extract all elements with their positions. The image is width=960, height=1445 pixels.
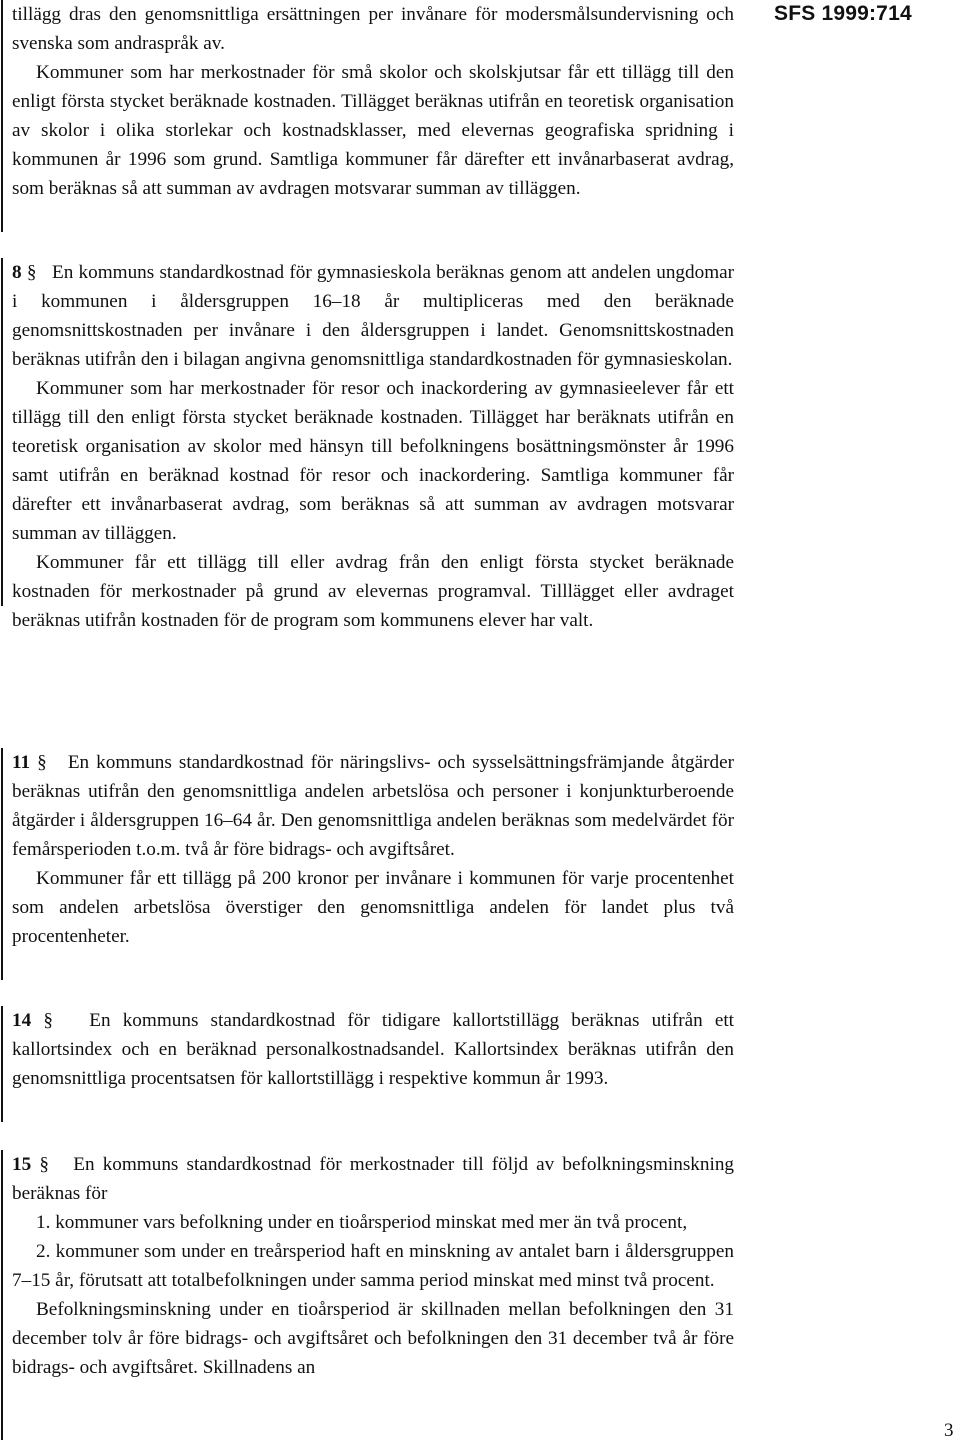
- paragraph: Kommuner som har merkostnader för små skolor och skolskjutsar får ett tillägg till den enligt första stycket beräknade kostnaden. Tillägget beräknas utifrån en teoretisk organisation av skolor i olika storlekar och kostnadsklasser, med elevernas geografiska spridning i kommunen år 1996 som grund. Samtliga kommuner får därefter ett invånarbaserat avdrag, som beräknas så att summan av avdragen motsvarar summan av tilläggen.: [12, 62, 734, 199]
- change-bar: [1, 748, 3, 980]
- change-bar: [1, 258, 3, 606]
- section-sign: §: [43, 1010, 53, 1031]
- paragraph: tillägg dras den genomsnittliga ersättningen per invånare för modersmålsundervisning och svenska som andraspråk av.: [12, 4, 734, 54]
- section-first-paragraph: [12, 1006, 734, 1093]
- list-item: 2. kommuner som under en treårsperiod haft en minskning av antalet barn i åldersgruppen 7–15 år, förutsatt att totalbefolkningen under samma period minskat med minst två procent.: [12, 1241, 734, 1291]
- section-number: 15: [12, 1154, 32, 1175]
- page-number: 3: [944, 1420, 954, 1441]
- paragraph-text: En kommuns standardkostnad för tidigare kallortstillägg beräknas utifrån ett kallortsindex och en beräknad personalkostnadsandel. Kallortsindex beräknas utifrån den genomsnittliga procentsatsen för kallortstillägg i respektive kommun år 1993.: [12, 1010, 735, 1089]
- section-number: 14: [12, 1010, 32, 1031]
- section-8: [12, 258, 734, 635]
- top-text-block: [12, 0, 734, 203]
- list-item: 1. kommuner vars befolkning under en tioårsperiod minskat med mer än två procent,: [36, 1212, 688, 1233]
- section-sign: §: [26, 262, 37, 283]
- change-bar: [1, 1150, 3, 1440]
- paragraph-text: En kommuns standardkostnad för näringslivs- och sysselsättningsfrämjande åtgärder beräknas utifrån den genomsnittliga andelen arbetslösa och personer i konjunkturberoende åtgärder i åldersgruppen 16–64 år. Den genomsnittliga andelen beräknas som medelvärdet för femårsperioden t.o.m. två år före bidrags- och avgiftsåret.: [12, 752, 735, 860]
- sfs-reference: SFS 1999:714: [774, 2, 912, 25]
- paragraph-text: En kommuns standardkostnad för merkostnader till följd av befolkningsminskning beräknas för: [12, 1154, 735, 1204]
- section-first-paragraph: [12, 1150, 734, 1208]
- change-bar: [1, 0, 3, 232]
- section-sign: §: [37, 752, 47, 773]
- section-first-paragraph: [12, 748, 734, 864]
- section-sign: §: [39, 1154, 49, 1175]
- section-number: 11: [12, 752, 31, 773]
- paragraph: Befolkningsminskning under en tioårsperiod är skillnaden mellan befolkningen den 31 december tolv år före bidrags- och avgiftsåret och befolkningen den 31 december två år före bidrags- och avgiftsåret. Skillnadens an: [12, 1299, 734, 1378]
- paragraph-text: En kommuns standardkostnad för gymnasieskola beräknas genom att andelen ungdomar i kommunen i åldersgruppen 16–18 år multipliceras med den beräknade genomsnittskostnaden per invånare i den åldersgruppen i landet. Genomsnittskostnaden beräknas utifrån den i bilagan angivna genomsnittliga standardkostnaden för gymnasieskolan.: [12, 262, 735, 370]
- section-14: [12, 1006, 734, 1093]
- section-number: 8: [12, 262, 22, 283]
- paragraph: Kommuner som har merkostnader för resor och inackordering av gymnasieelever får ett tillägg till den enligt första stycket beräknade kostnaden. Tillägget har beräknats utifrån en teoretisk organisation av skolor med hänsyn till befolkningens bosättningsmönster år 1996 samt utifrån en beräknad kostnad för resor och inackordering. Samtliga kommuner får därefter ett invånarbaserat avdrag, som beräknas så att summan av avdragen motsvarar summan av tilläggen.: [12, 378, 734, 544]
- paragraph: Kommuner får ett tillägg till eller avdrag från den enligt första stycket beräknade kostnaden för merkostnader på grund av elevernas programval. Tilllägget eller avdraget beräknas utifrån kostnaden för de program som kommunens elever har valt.: [12, 552, 734, 631]
- section-15: [12, 1150, 734, 1382]
- change-bar: [1, 1006, 3, 1122]
- section-first-paragraph: [12, 258, 734, 374]
- paragraph: Kommuner får ett tillägg på 200 kronor per invånare i kommunen för varje procentenhet som andelen arbetslösa överstiger den genomsnittliga andelen för landet plus två procentenheter.: [12, 868, 734, 947]
- section-11: [12, 748, 734, 951]
